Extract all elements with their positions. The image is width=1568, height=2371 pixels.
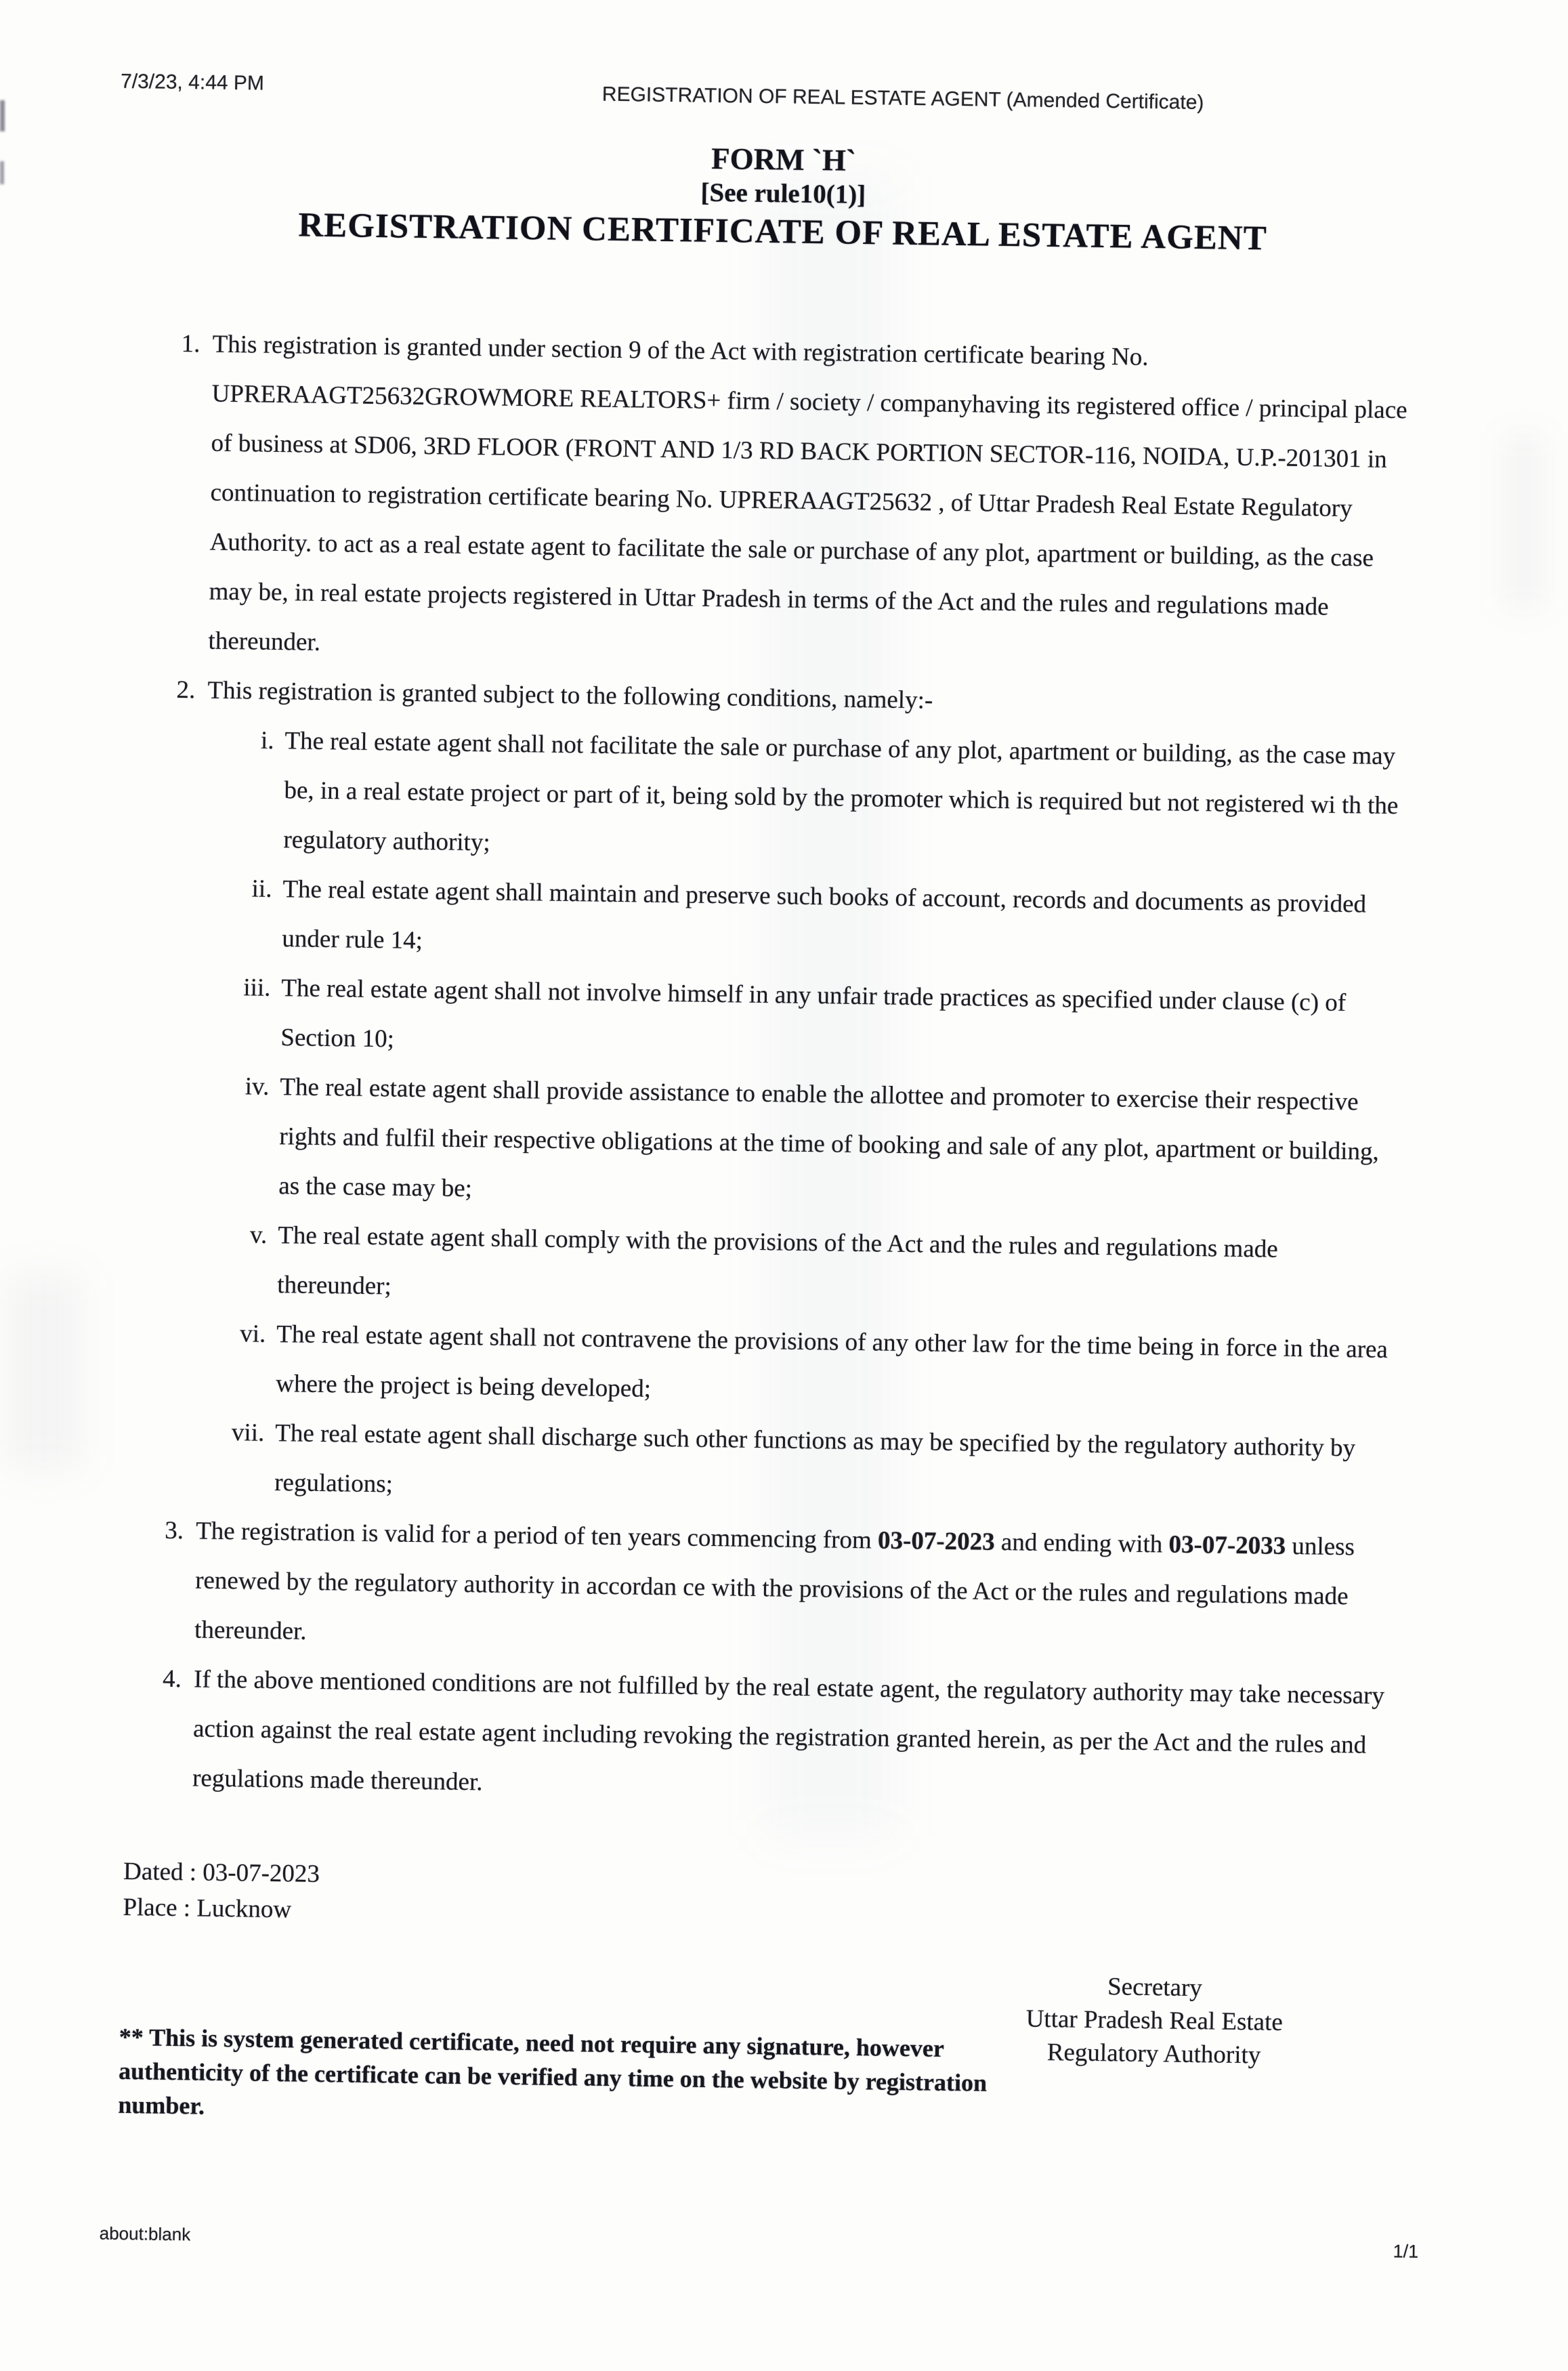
dated-place-block (123, 1853, 320, 1928)
clause-number: 4. (162, 1664, 182, 1694)
signatory-org-line1: Uttar Pradesh Real Estate (1025, 2005, 1284, 2036)
print-footer-page-number: 1/1 (1393, 2241, 1419, 2262)
clause-text: This registration is granted under section 9 of the Act with registration certificate bearing No. UPRERAAGT25632GROWMORE REALTORS+ firm / society / companyhaving its registered office / principal place of business at SD06, 3RD FLOOR (FRONT AND 1/3 RD BACK PORTION SECTOR-116, NOIDA, U.P.-201301 in continuation to registration certificate bearing No. UPRERAAGT25632 , of Uttar Pradesh Real Estate Regulatory Authority. to act as a real estate agent to facilitate the sale or purchase of any plot, apartment or building, as the case may be, in real estate projects registered in Uttar Pradesh in terms of the Act and the rules and regulations made thereunder. (208, 330, 1407, 656)
condition-v (187, 1209, 1399, 1325)
clause-4 (161, 1654, 1393, 1820)
condition-text: The real estate agent shall comply with the provisions of the Act and the rules and regulations made thereunder; (277, 1221, 1278, 1301)
place-line: Place : Lucknow (123, 1893, 292, 1924)
expiry-date: 03-07-2033 (1168, 1530, 1286, 1560)
condition-text: The real estate agent shall maintain and preserve such books of account, records and documents as provided under rule 14; (282, 875, 1367, 955)
clause-1 (177, 319, 1411, 682)
clause-list (161, 319, 1411, 1820)
condition-number: vi. (240, 1320, 266, 1348)
system-generated-note: ** This is system generated certificate, need not require any signature, however authenticity of the certificate can be verified any time on the website by registration number. (118, 2023, 988, 2120)
condition-number: ii. (251, 875, 272, 903)
clause-text (194, 1506, 1395, 1671)
dated-line: Dated : 03-07-2023 (123, 1858, 320, 1889)
condition-text: The real estate agent shall discharge such other functions as may be specified by the regulatory authority by regulations; (274, 1419, 1356, 1498)
condition-number: iv. (245, 1072, 270, 1101)
form-number-heading: FORM `H` (711, 141, 857, 177)
condition-i (193, 715, 1405, 880)
condition-iii (190, 962, 1402, 1078)
clause-text: This registration is granted subject to the following conditions, namely:- (207, 676, 933, 715)
condition-number: iii. (243, 973, 271, 1002)
clause-3 (163, 1506, 1395, 1671)
condition-text: The real estate agent shall not involve himself in any unfair trade practices as specified under clause (c) of Section 10; (280, 974, 1347, 1053)
rule-reference-heading: [See rule10(1)] (700, 177, 866, 210)
condition-text: The real estate agent shall not contravene the provisions of any other law for the time being in force in the area where the project is being developed; (276, 1320, 1389, 1403)
print-header-doc-title: REGISTRATION OF REAL ESTATE AGENT (Amended Certificate) (601, 83, 1204, 114)
print-header-timestamp: 7/3/23, 4:44 PM (120, 70, 265, 95)
clause-3-text-part: and ending with (994, 1528, 1169, 1559)
condition-number: vii. (231, 1419, 265, 1447)
condition-text: The real estate agent shall not facilitate the sale or purchase of any plot, apartment or building, as the case may be, in a real estate project or part of it, being sold by the promoter which is required but not registered wi th the regulatory authority; (283, 727, 1399, 857)
commencement-date: 03-07-2023 (877, 1526, 995, 1556)
clause-number: 3. (164, 1516, 184, 1545)
condition-iv (188, 1061, 1401, 1226)
certificate-title: REGISTRATION CERTIFICATE OF REAL ESTATE AGENT (298, 206, 1268, 258)
condition-text: The real estate agent shall provide assistance to enable the allottee and promoter to exercise their respective rights and fulfil their respective obligations at the time of booking and sale of any plot, apartment or building, as the case may be; (278, 1073, 1380, 1203)
print-footer-source: about:blank (99, 2223, 191, 2245)
clause-3-text-part: The registration is valid for a period of ten years commencing from (195, 1517, 878, 1555)
condition-vi (186, 1308, 1397, 1424)
condition-ii (192, 863, 1403, 979)
clause-text: If the above mentioned conditions are not fulfilled by the real estate agent, the regulatory authority may take necessary action against the real estate agent including revoking the registration granted herein, as per the Act and the rules and regulations made thereunder. (192, 1665, 1385, 1797)
signatory-title: Secretary (1107, 1973, 1203, 2002)
clause-3-text-part: unless renewed by the regulatory authority in accordan ce with the provisions of the Act or the rules and regulations made thereunder. (194, 1532, 1355, 1645)
condition-number: i. (260, 726, 274, 755)
clause-number: 1. (181, 329, 200, 358)
clause-number: 2. (176, 675, 196, 705)
condition-vii (184, 1407, 1396, 1523)
signatory-org-line2: Regulatory Authority (1046, 2038, 1261, 2070)
condition-number: v. (249, 1221, 268, 1249)
